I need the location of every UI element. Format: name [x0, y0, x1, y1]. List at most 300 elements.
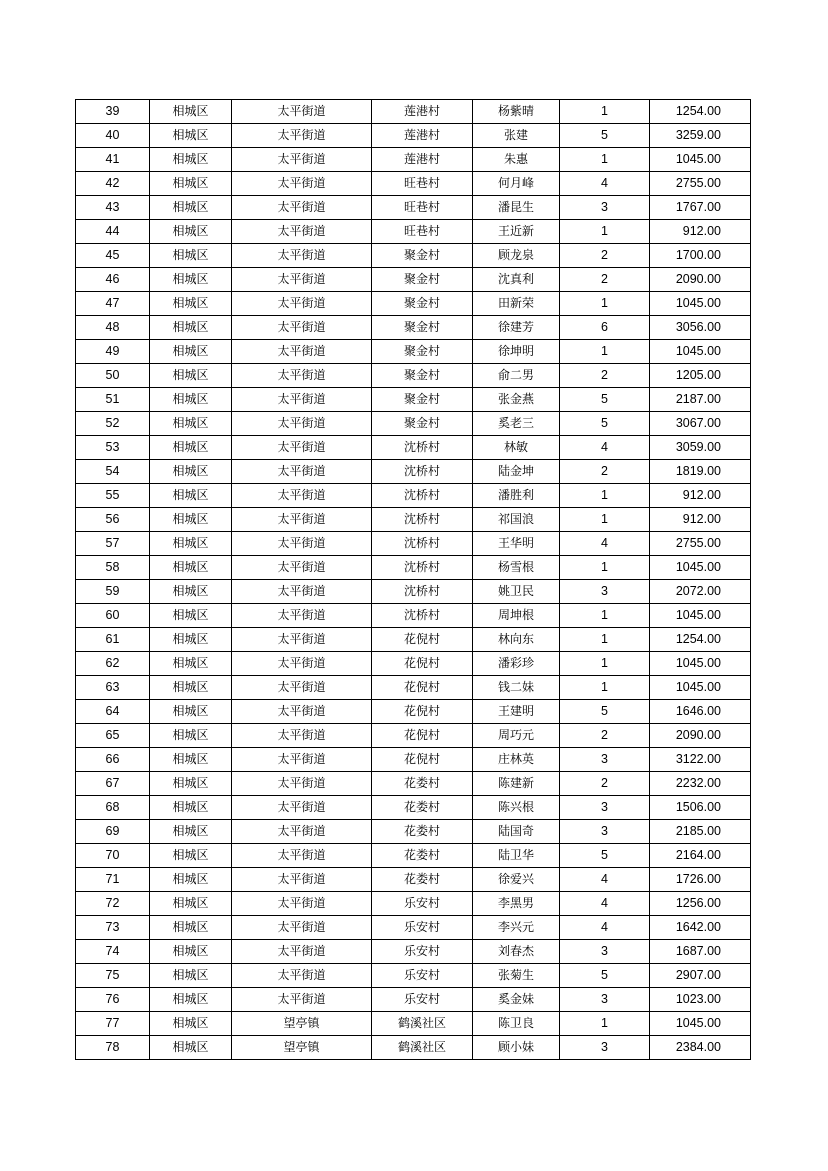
household-size-cell: 4	[560, 868, 650, 892]
name-cell: 林敏	[473, 436, 560, 460]
table-row	[76, 172, 751, 196]
name-cell: 李黑男	[473, 892, 560, 916]
household-size-cell: 3	[560, 988, 650, 1012]
name-cell: 刘春杰	[473, 940, 560, 964]
table-row	[76, 292, 751, 316]
name-cell: 俞二男	[473, 364, 560, 388]
district-cell: 相城区	[150, 460, 232, 484]
district-cell: 相城区	[150, 532, 232, 556]
household-size-cell: 1	[560, 148, 650, 172]
household-size-cell: 4	[560, 916, 650, 940]
table-row	[76, 316, 751, 340]
serial-number-cell: 65	[76, 724, 150, 748]
serial-number-cell: 71	[76, 868, 150, 892]
serial-number-cell: 62	[76, 652, 150, 676]
household-size-cell: 5	[560, 844, 650, 868]
name-cell: 祁国浪	[473, 508, 560, 532]
amount-cell: 1045.00	[650, 340, 751, 364]
amount-cell: 1045.00	[650, 652, 751, 676]
table-row	[76, 1012, 751, 1036]
amount-cell: 1205.00	[650, 364, 751, 388]
district-cell: 相城区	[150, 748, 232, 772]
village-community-cell: 花娄村	[372, 772, 473, 796]
street-town-cell: 太平街道	[232, 628, 372, 652]
household-size-cell: 2	[560, 244, 650, 268]
street-town-cell: 太平街道	[232, 340, 372, 364]
household-size-cell: 5	[560, 124, 650, 148]
serial-number-cell: 46	[76, 268, 150, 292]
name-cell: 王近新	[473, 220, 560, 244]
table-row	[76, 364, 751, 388]
district-cell: 相城区	[150, 604, 232, 628]
district-cell: 相城区	[150, 412, 232, 436]
street-town-cell: 太平街道	[232, 580, 372, 604]
name-cell: 陈兴根	[473, 796, 560, 820]
household-size-cell: 5	[560, 964, 650, 988]
name-cell: 徐坤明	[473, 340, 560, 364]
amount-cell: 1045.00	[650, 148, 751, 172]
amount-cell: 2185.00	[650, 820, 751, 844]
serial-number-cell: 41	[76, 148, 150, 172]
household-size-cell: 1	[560, 556, 650, 580]
household-size-cell: 2	[560, 364, 650, 388]
amount-cell: 2907.00	[650, 964, 751, 988]
amount-cell: 3056.00	[650, 316, 751, 340]
district-cell: 相城区	[150, 268, 232, 292]
serial-number-cell: 75	[76, 964, 150, 988]
street-town-cell: 太平街道	[232, 916, 372, 940]
village-community-cell: 花倪村	[372, 724, 473, 748]
name-cell: 张金燕	[473, 388, 560, 412]
name-cell: 张菊生	[473, 964, 560, 988]
amount-cell: 1767.00	[650, 196, 751, 220]
district-cell: 相城区	[150, 940, 232, 964]
district-cell: 相城区	[150, 220, 232, 244]
household-size-cell: 4	[560, 892, 650, 916]
district-cell: 相城区	[150, 676, 232, 700]
village-community-cell: 乐安村	[372, 916, 473, 940]
amount-cell: 3067.00	[650, 412, 751, 436]
serial-number-cell: 64	[76, 700, 150, 724]
street-town-cell: 太平街道	[232, 460, 372, 484]
name-cell: 王华明	[473, 532, 560, 556]
amount-cell: 1045.00	[650, 556, 751, 580]
village-community-cell: 旺巷村	[372, 220, 473, 244]
amount-cell: 2755.00	[650, 172, 751, 196]
table-row	[76, 892, 751, 916]
table-row	[76, 124, 751, 148]
household-size-cell: 2	[560, 460, 650, 484]
street-town-cell: 太平街道	[232, 772, 372, 796]
amount-cell: 1506.00	[650, 796, 751, 820]
household-size-cell: 3	[560, 820, 650, 844]
household-size-cell: 3	[560, 940, 650, 964]
amount-cell: 912.00	[650, 484, 751, 508]
amount-cell: 2755.00	[650, 532, 751, 556]
household-size-cell: 6	[560, 316, 650, 340]
village-community-cell: 莲港村	[372, 100, 473, 124]
amount-cell: 1819.00	[650, 460, 751, 484]
table-row	[76, 676, 751, 700]
village-community-cell: 沈桥村	[372, 532, 473, 556]
serial-number-cell: 61	[76, 628, 150, 652]
household-size-cell: 5	[560, 412, 650, 436]
street-town-cell: 太平街道	[232, 172, 372, 196]
serial-number-cell: 49	[76, 340, 150, 364]
district-cell: 相城区	[150, 340, 232, 364]
village-community-cell: 沈桥村	[372, 580, 473, 604]
village-community-cell: 花娄村	[372, 820, 473, 844]
street-town-cell: 望亭镇	[232, 1012, 372, 1036]
district-cell: 相城区	[150, 964, 232, 988]
village-community-cell: 花倪村	[372, 676, 473, 700]
table-row	[76, 820, 751, 844]
district-cell: 相城区	[150, 124, 232, 148]
serial-number-cell: 74	[76, 940, 150, 964]
name-cell: 何月峰	[473, 172, 560, 196]
table-body	[76, 100, 751, 1060]
name-cell: 沈真利	[473, 268, 560, 292]
serial-number-cell: 57	[76, 532, 150, 556]
household-size-cell: 1	[560, 652, 650, 676]
amount-cell: 1045.00	[650, 1012, 751, 1036]
village-community-cell: 沈桥村	[372, 604, 473, 628]
street-town-cell: 太平街道	[232, 676, 372, 700]
village-community-cell: 沈桥村	[372, 508, 473, 532]
district-cell: 相城区	[150, 244, 232, 268]
household-size-cell: 1	[560, 484, 650, 508]
name-cell: 姚卫民	[473, 580, 560, 604]
street-town-cell: 太平街道	[232, 508, 372, 532]
table-row	[76, 652, 751, 676]
serial-number-cell: 60	[76, 604, 150, 628]
table-row	[76, 148, 751, 172]
amount-cell: 1646.00	[650, 700, 751, 724]
district-cell: 相城区	[150, 196, 232, 220]
street-town-cell: 太平街道	[232, 436, 372, 460]
table-row	[76, 532, 751, 556]
name-cell: 林向东	[473, 628, 560, 652]
street-town-cell: 太平街道	[232, 892, 372, 916]
village-community-cell: 乐安村	[372, 892, 473, 916]
district-cell: 相城区	[150, 700, 232, 724]
serial-number-cell: 59	[76, 580, 150, 604]
amount-cell: 2072.00	[650, 580, 751, 604]
name-cell: 庄林英	[473, 748, 560, 772]
table-row	[76, 244, 751, 268]
table-row	[76, 196, 751, 220]
table-row	[76, 436, 751, 460]
street-town-cell: 太平街道	[232, 556, 372, 580]
household-size-cell: 3	[560, 748, 650, 772]
name-cell: 周坤根	[473, 604, 560, 628]
serial-number-cell: 40	[76, 124, 150, 148]
table-row	[76, 628, 751, 652]
serial-number-cell: 55	[76, 484, 150, 508]
serial-number-cell: 53	[76, 436, 150, 460]
household-size-cell: 1	[560, 340, 650, 364]
household-size-cell: 4	[560, 172, 650, 196]
household-size-cell: 3	[560, 196, 650, 220]
village-community-cell: 乐安村	[372, 940, 473, 964]
village-community-cell: 鹤溪社区	[372, 1012, 473, 1036]
street-town-cell: 太平街道	[232, 700, 372, 724]
district-cell: 相城区	[150, 772, 232, 796]
amount-cell: 3059.00	[650, 436, 751, 460]
amount-cell: 1254.00	[650, 100, 751, 124]
district-cell: 相城区	[150, 148, 232, 172]
street-town-cell: 太平街道	[232, 244, 372, 268]
household-size-cell: 1	[560, 292, 650, 316]
village-community-cell: 乐安村	[372, 988, 473, 1012]
district-cell: 相城区	[150, 388, 232, 412]
table-row	[76, 940, 751, 964]
village-community-cell: 沈桥村	[372, 460, 473, 484]
name-cell: 陆卫华	[473, 844, 560, 868]
street-town-cell: 太平街道	[232, 652, 372, 676]
district-cell: 相城区	[150, 796, 232, 820]
village-community-cell: 鹤溪社区	[372, 1036, 473, 1060]
amount-cell: 1023.00	[650, 988, 751, 1012]
village-community-cell: 花娄村	[372, 796, 473, 820]
serial-number-cell: 48	[76, 316, 150, 340]
district-cell: 相城区	[150, 364, 232, 388]
serial-number-cell: 76	[76, 988, 150, 1012]
village-community-cell: 花倪村	[372, 748, 473, 772]
name-cell: 陈卫良	[473, 1012, 560, 1036]
household-size-cell: 1	[560, 1012, 650, 1036]
amount-cell: 2232.00	[650, 772, 751, 796]
serial-number-cell: 43	[76, 196, 150, 220]
district-cell: 相城区	[150, 628, 232, 652]
household-size-cell: 1	[560, 220, 650, 244]
name-cell: 田新荣	[473, 292, 560, 316]
district-cell: 相城区	[150, 652, 232, 676]
household-size-cell: 1	[560, 604, 650, 628]
street-town-cell: 太平街道	[232, 412, 372, 436]
district-cell: 相城区	[150, 1036, 232, 1060]
street-town-cell: 太平街道	[232, 484, 372, 508]
street-town-cell: 太平街道	[232, 748, 372, 772]
name-cell: 杨雪根	[473, 556, 560, 580]
serial-number-cell: 63	[76, 676, 150, 700]
serial-number-cell: 50	[76, 364, 150, 388]
serial-number-cell: 66	[76, 748, 150, 772]
amount-cell: 3122.00	[650, 748, 751, 772]
table-row	[76, 604, 751, 628]
district-cell: 相城区	[150, 820, 232, 844]
district-cell: 相城区	[150, 508, 232, 532]
name-cell: 陈建新	[473, 772, 560, 796]
name-cell: 潘彩珍	[473, 652, 560, 676]
village-community-cell: 花娄村	[372, 868, 473, 892]
district-cell: 相城区	[150, 1012, 232, 1036]
amount-cell: 2164.00	[650, 844, 751, 868]
household-size-cell: 5	[560, 700, 650, 724]
name-cell: 顾龙泉	[473, 244, 560, 268]
household-size-cell: 3	[560, 580, 650, 604]
table-row	[76, 340, 751, 364]
household-size-cell: 2	[560, 724, 650, 748]
district-cell: 相城区	[150, 844, 232, 868]
amount-cell: 1045.00	[650, 676, 751, 700]
table-row	[76, 988, 751, 1012]
household-size-cell: 4	[560, 532, 650, 556]
table-row	[76, 484, 751, 508]
street-town-cell: 太平街道	[232, 988, 372, 1012]
village-community-cell: 沈桥村	[372, 436, 473, 460]
street-town-cell: 太平街道	[232, 532, 372, 556]
data-table	[75, 99, 751, 1060]
street-town-cell: 太平街道	[232, 124, 372, 148]
district-cell: 相城区	[150, 484, 232, 508]
village-community-cell: 聚金村	[372, 244, 473, 268]
table-row	[76, 772, 751, 796]
street-town-cell: 太平街道	[232, 724, 372, 748]
street-town-cell: 太平街道	[232, 268, 372, 292]
street-town-cell: 望亭镇	[232, 1036, 372, 1060]
amount-cell: 2384.00	[650, 1036, 751, 1060]
village-community-cell: 沈桥村	[372, 484, 473, 508]
street-town-cell: 太平街道	[232, 964, 372, 988]
name-cell: 李兴元	[473, 916, 560, 940]
name-cell: 张建	[473, 124, 560, 148]
serial-number-cell: 73	[76, 916, 150, 940]
serial-number-cell: 78	[76, 1036, 150, 1060]
street-town-cell: 太平街道	[232, 604, 372, 628]
serial-number-cell: 54	[76, 460, 150, 484]
street-town-cell: 太平街道	[232, 940, 372, 964]
household-size-cell: 3	[560, 1036, 650, 1060]
village-community-cell: 聚金村	[372, 412, 473, 436]
street-town-cell: 太平街道	[232, 796, 372, 820]
village-community-cell: 花倪村	[372, 652, 473, 676]
street-town-cell: 太平街道	[232, 316, 372, 340]
amount-cell: 1642.00	[650, 916, 751, 940]
amount-cell: 2187.00	[650, 388, 751, 412]
amount-cell: 1687.00	[650, 940, 751, 964]
serial-number-cell: 52	[76, 412, 150, 436]
amount-cell: 2090.00	[650, 268, 751, 292]
district-cell: 相城区	[150, 436, 232, 460]
village-community-cell: 聚金村	[372, 388, 473, 412]
table-row	[76, 796, 751, 820]
table-row	[76, 220, 751, 244]
name-cell: 朱惠	[473, 148, 560, 172]
district-cell: 相城区	[150, 988, 232, 1012]
table-row	[76, 700, 751, 724]
name-cell: 陆国奇	[473, 820, 560, 844]
street-town-cell: 太平街道	[232, 868, 372, 892]
amount-cell: 912.00	[650, 220, 751, 244]
amount-cell: 1045.00	[650, 292, 751, 316]
street-town-cell: 太平街道	[232, 844, 372, 868]
serial-number-cell: 69	[76, 820, 150, 844]
street-town-cell: 太平街道	[232, 148, 372, 172]
household-size-cell: 1	[560, 508, 650, 532]
table-row	[76, 844, 751, 868]
serial-number-cell: 51	[76, 388, 150, 412]
name-cell: 钱二妹	[473, 676, 560, 700]
name-cell: 潘胜利	[473, 484, 560, 508]
table-row	[76, 868, 751, 892]
serial-number-cell: 56	[76, 508, 150, 532]
table-row	[76, 460, 751, 484]
village-community-cell: 旺巷村	[372, 196, 473, 220]
amount-cell: 912.00	[650, 508, 751, 532]
amount-cell: 1726.00	[650, 868, 751, 892]
household-size-cell: 2	[560, 772, 650, 796]
district-cell: 相城区	[150, 892, 232, 916]
name-cell: 杨紫晴	[473, 100, 560, 124]
serial-number-cell: 47	[76, 292, 150, 316]
street-town-cell: 太平街道	[232, 100, 372, 124]
household-size-cell: 5	[560, 388, 650, 412]
village-community-cell: 花倪村	[372, 700, 473, 724]
district-cell: 相城区	[150, 556, 232, 580]
village-community-cell: 聚金村	[372, 268, 473, 292]
table-row	[76, 412, 751, 436]
name-cell: 顾小妹	[473, 1036, 560, 1060]
village-community-cell: 聚金村	[372, 340, 473, 364]
table-row	[76, 268, 751, 292]
table-row	[76, 100, 751, 124]
amount-cell: 3259.00	[650, 124, 751, 148]
serial-number-cell: 67	[76, 772, 150, 796]
table-row	[76, 916, 751, 940]
village-community-cell: 花倪村	[372, 628, 473, 652]
serial-number-cell: 42	[76, 172, 150, 196]
street-town-cell: 太平街道	[232, 388, 372, 412]
serial-number-cell: 70	[76, 844, 150, 868]
amount-cell: 2090.00	[650, 724, 751, 748]
street-town-cell: 太平街道	[232, 364, 372, 388]
village-community-cell: 花娄村	[372, 844, 473, 868]
table-row	[76, 1036, 751, 1060]
household-size-cell: 1	[560, 628, 650, 652]
district-cell: 相城区	[150, 292, 232, 316]
serial-number-cell: 77	[76, 1012, 150, 1036]
name-cell: 徐爱兴	[473, 868, 560, 892]
street-town-cell: 太平街道	[232, 292, 372, 316]
street-town-cell: 太平街道	[232, 196, 372, 220]
table-row	[76, 964, 751, 988]
district-cell: 相城区	[150, 580, 232, 604]
name-cell: 潘昆生	[473, 196, 560, 220]
district-cell: 相城区	[150, 172, 232, 196]
table-row	[76, 748, 751, 772]
table-row	[76, 724, 751, 748]
household-size-cell: 3	[560, 796, 650, 820]
street-town-cell: 太平街道	[232, 220, 372, 244]
district-cell: 相城区	[150, 868, 232, 892]
district-cell: 相城区	[150, 724, 232, 748]
village-community-cell: 沈桥村	[372, 556, 473, 580]
district-cell: 相城区	[150, 316, 232, 340]
serial-number-cell: 68	[76, 796, 150, 820]
serial-number-cell: 44	[76, 220, 150, 244]
village-community-cell: 聚金村	[372, 316, 473, 340]
serial-number-cell: 39	[76, 100, 150, 124]
name-cell: 陆金坤	[473, 460, 560, 484]
name-cell: 徐建芳	[473, 316, 560, 340]
name-cell: 奚老三	[473, 412, 560, 436]
village-community-cell: 莲港村	[372, 148, 473, 172]
village-community-cell: 聚金村	[372, 292, 473, 316]
household-size-cell: 1	[560, 100, 650, 124]
serial-number-cell: 58	[76, 556, 150, 580]
village-community-cell: 聚金村	[372, 364, 473, 388]
